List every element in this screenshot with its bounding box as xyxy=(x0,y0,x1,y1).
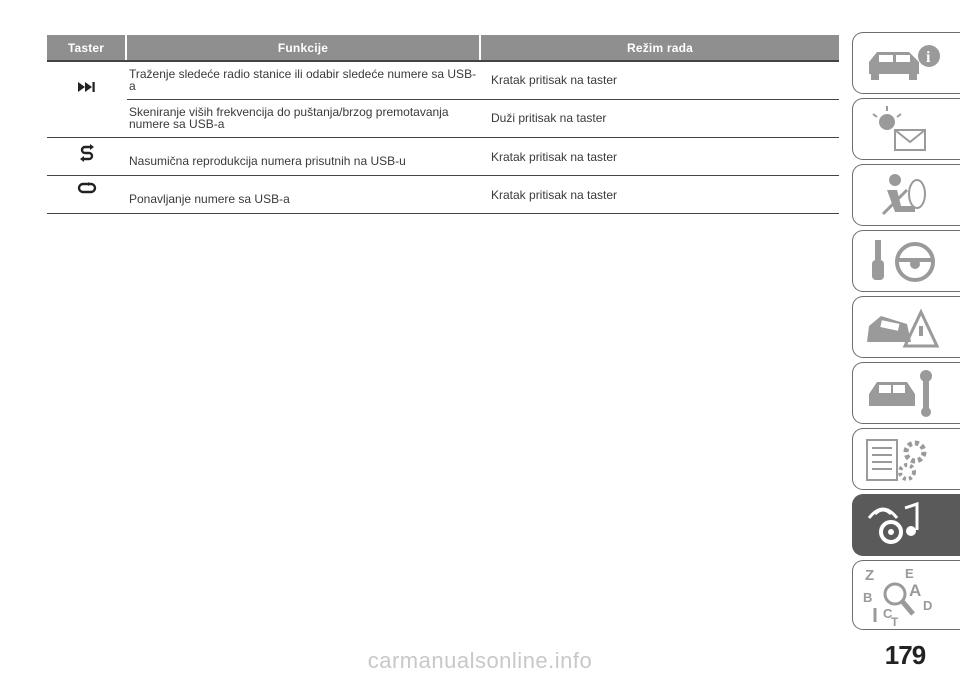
index-letter-c: C xyxy=(883,606,893,621)
list-gears-icon xyxy=(861,434,947,484)
tab-car-info[interactable] xyxy=(852,32,960,94)
car-wrench-icon xyxy=(861,368,947,418)
index-letter-a: A xyxy=(909,581,922,600)
tab-warning-lights[interactable] xyxy=(852,98,960,160)
repeat-icon xyxy=(47,176,127,213)
table-header xyxy=(47,35,839,60)
page-number: 179 xyxy=(884,640,926,670)
function-text: Traženje sledeće radio stanice ili odabir sledeće numere sa USB-a xyxy=(129,67,477,93)
header-rezim: Režim rada xyxy=(479,35,839,60)
index-letter-d: D xyxy=(923,598,933,613)
svg-text:i: i xyxy=(926,49,931,66)
multimedia-music-icon xyxy=(861,500,947,550)
index-letter-t: T xyxy=(891,615,899,626)
table-row xyxy=(127,99,839,137)
alphabetical-index-search-icon xyxy=(861,564,947,626)
table-row xyxy=(127,176,839,213)
function-text: Skeniranje viših frekvencija do puštanja/brzog premotavanja numere sa USB-a xyxy=(129,105,449,131)
mode-text: Duži pritisak na taster xyxy=(491,111,607,125)
tab-seat-airbag[interactable] xyxy=(852,164,960,226)
tab-multimedia[interactable] xyxy=(852,494,960,556)
car-accident-warning-icon xyxy=(861,302,947,352)
table-row-group xyxy=(47,176,839,214)
mode-text: Kratak pritisak na taster xyxy=(491,187,618,202)
tab-car-service[interactable] xyxy=(852,362,960,424)
seat-airbag-icon xyxy=(861,170,947,220)
key-steering-wheel-icon xyxy=(861,236,947,286)
functions-table xyxy=(47,35,839,214)
table-row-group xyxy=(47,138,839,176)
function-text: Nasumična reprodukcija numera prisutnih na USB-u xyxy=(129,153,406,168)
shuffle-icon xyxy=(47,138,127,175)
next-track-icon xyxy=(47,62,127,137)
index-letter-z: Z xyxy=(865,567,875,584)
watermark: carmanualsonline.info xyxy=(367,648,593,673)
tab-technical-data[interactable] xyxy=(852,428,960,490)
tab-accident-warning[interactable] xyxy=(852,296,960,358)
mode-text: Kratak pritisak na taster xyxy=(491,73,618,87)
table-row-group xyxy=(47,62,839,138)
index-letter-e: E xyxy=(905,566,914,581)
table-row xyxy=(127,138,839,175)
warning-lights-message-icon xyxy=(861,104,947,154)
function-text: Ponavljanje numere sa USB-a xyxy=(129,191,290,206)
header-taster: Taster xyxy=(47,35,125,60)
car-info-icon xyxy=(861,38,947,88)
tab-key-steering[interactable] xyxy=(852,230,960,292)
header-funkcije: Funkcije xyxy=(125,35,479,60)
index-letter-b: B xyxy=(863,590,873,605)
tab-index[interactable] xyxy=(852,560,960,630)
table-row xyxy=(127,62,839,99)
mode-text: Kratak pritisak na taster xyxy=(491,149,618,164)
